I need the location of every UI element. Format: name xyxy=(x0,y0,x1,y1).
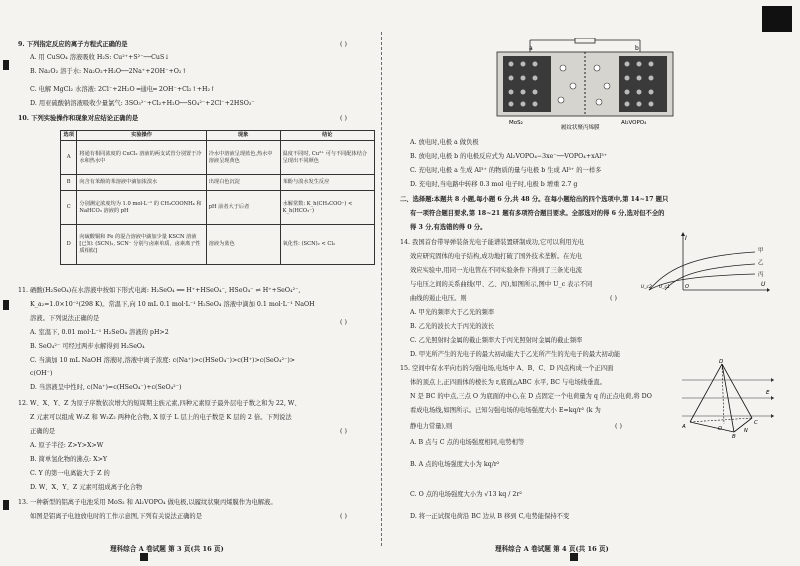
q12-option-c: C. Y 的第一电离能大于 Z 的 xyxy=(30,470,110,477)
q13-option-d: D. 充电时,当电路中转移 0.3 mol 电子时,电极 b 增重 2.7 g xyxy=(410,181,578,188)
vertex-c-label: C xyxy=(754,420,758,426)
q9-bracket: ( ) xyxy=(340,41,347,48)
col-header-phenomenon: 现象 xyxy=(206,131,280,141)
vertex-b-label: B xyxy=(732,434,736,438)
col-header-option: 选项 xyxy=(61,131,77,141)
q15-stem-line: 15. 空间中有水平向右的匀强电场,电场中 A、B、C、D 四点构成一个正四面 xyxy=(400,365,614,372)
q11-stem-line: K_a₂=1.0×10⁻²(298 K)。常温下,向 10 mL 0.1 mol·L⁻¹ H₂SeO₄ 溶液中滴加 0.1 mol·L⁻¹ NaOH xyxy=(30,301,315,308)
row-conclusion: 氧化性: (SCN)₂ < Cl₂ xyxy=(280,225,374,265)
q13-bracket: ( ) xyxy=(340,513,347,520)
q11-option-c-cont: c(OH⁻) xyxy=(30,370,53,377)
q13-stem-line: 如图是铝离子电池放电时的工作示意图,下列有关说法正确的是 xyxy=(30,513,203,520)
q15-bracket: ( ) xyxy=(615,423,622,430)
row-phenomenon: 出现白色沉淀 xyxy=(206,175,280,191)
q15-stem-line: N 是 BC 的中点,三点 O 为底面的中心,在 D 点固定一个电荷量为 q 的正点电荷,将 DO xyxy=(410,393,652,400)
q12-option-b: B. 简单氢化物的沸点: X>Y xyxy=(30,456,108,463)
vertex-d-label: D xyxy=(719,359,724,365)
col-header-operation: 实验操作 xyxy=(77,131,206,141)
q15-option-a: A. B 点与 C 点的电场强度相同,电势相等 xyxy=(410,439,525,446)
q12-stem-line: Z 元素可以组成 W₂Z 和 W₂Z₂ 两种化合物, X 原子 L 层上的电子数是 K 层的 2 倍。下列说法 xyxy=(30,414,292,421)
q9-option-d: D. 用亚硫酸钠溶液吸收少量氯气: 3SO₃²⁻+Cl₂+H₂O──SO₄²⁻+2Cl⁻+2HSO₃⁻ xyxy=(30,100,255,107)
q15-stem-line: 看成电场线,如图所示。已知匀强电场的电场强度大小 E=kq/r² (k 为 xyxy=(410,407,601,414)
q15-option-d: D. 将一正试探电荷沿 BC 边从 B 移到 C,电势能保持不变 xyxy=(410,513,570,520)
q13-option-b: B. 放电时,电极 b 的电极反应式为 Al₂VOPO₄−3xe⁻──VOPO₄+xAl³⁺ xyxy=(410,153,608,160)
section-two-instructions: 得 3 分,有选错的得 0 分。 xyxy=(410,224,487,231)
row-phenomenon: 溶液为蓝色 xyxy=(206,225,280,265)
q14-stem-line: 效应研究固体的电子结构,成功地打破了国外技术垄断。在光电 xyxy=(410,253,583,260)
tetrahedron-figure xyxy=(682,358,774,438)
row-label: B xyxy=(61,175,77,191)
q14-stem-line: 14. 我国首台带导弹装备光电子能谱装置研制成功,它可以利用光电 xyxy=(400,239,585,246)
photocurrent-graph xyxy=(635,232,770,294)
q13-option-a: A. 放电时,电极 a 做负极 xyxy=(410,139,479,146)
table-row xyxy=(61,225,375,265)
section-two-instructions: 二、选择题:本题共 8 小题,每小题 6 分,共 48 分。在每小题给出的四个选项中,第 14~17 题只 xyxy=(400,196,669,203)
q10-title: 10. 下列实验操作和现象对应结论正确的是 xyxy=(18,115,139,122)
row-conclusion: 温度不同时, Cu²⁺ 可与不同配体结合呈现出不同颜色 xyxy=(280,141,374,175)
y-axis-label: I xyxy=(685,235,687,242)
q14-stem-line: 效应实验中,用同一光电管在不同实验条件下得到了三条光电流 xyxy=(410,267,583,274)
membrane-caption: 履纹状聚丙烯膜 xyxy=(561,125,600,130)
q11-bracket: ( ) xyxy=(340,319,347,326)
origin-label: O xyxy=(685,284,689,290)
q13-stem-line: 13. 一种新型的铝离子电池采用 MoS₂ 和 Al₂VOPO₄ 做电极,以履纹状聚丙烯膜作为电解液。 xyxy=(18,499,277,506)
vertex-a-label: A xyxy=(682,424,686,430)
q11-stem-line: 11. 硒酸(H₂SeO₄)在水溶液中按如下形式电离: H₂SeO₄ ══ H⁺+HSeO₄⁻, HSeO₄⁻ ⇌ H⁺+SeO₄²⁻, xyxy=(18,287,301,294)
q15-option-c: C. O 点的电场强度大小为 √13 kq / 2r² xyxy=(410,491,522,498)
uc1-label: U_c1 xyxy=(659,285,670,290)
q11-option-b: B. SeO₄²⁻ 可经过两步水解得到 H₂SeO₄ xyxy=(30,343,145,350)
q9-option-c: C. 电解 MgCl₂ 水溶液: 2Cl⁻+2H₂O ═通电═ 2OH⁻+Cl₂↑+H₂↑ xyxy=(30,86,216,93)
q12-bracket: ( ) xyxy=(340,428,347,435)
curve-label-bing: 丙 xyxy=(758,272,764,278)
x-axis-label: U xyxy=(761,281,766,288)
row-label: D xyxy=(61,225,77,265)
table-header-row xyxy=(61,131,375,141)
label-a: a xyxy=(529,45,533,52)
uc2-label: U_c2 xyxy=(641,285,652,290)
row-conclusion: 苯酚与溴水发生反应 xyxy=(280,175,374,191)
q13-option-c: C. 充电时,电极 a 生成 Al³⁺ 的物质的量与电极 b 生成 Al³⁺ 的一样多 xyxy=(410,167,602,174)
electrode-left-label: MoS₂ xyxy=(509,120,523,126)
row-phenomenon: pH 前者大于后者 xyxy=(206,191,280,225)
row-operation: 将通有相同浓度的 CuCl₂ 溶液的两支试管分别置于冷水和热水中 xyxy=(77,141,206,175)
row-label: C xyxy=(61,191,77,225)
curve-label-yi: 乙 xyxy=(758,260,764,266)
label-b: b xyxy=(635,45,639,52)
q11-option-c: C. 当滴加 10 mL NaOH 溶液时,溶液中离子浓度: c(Na⁺)>c(HSeO₄⁻)>c(H⁺)>c(SeO₄²⁻)> xyxy=(30,357,296,364)
row-operation: 向硫酸铜和 Fe 的混合溶液中滴加少量 KSCN 溶液[已知: (SCN)₂, SCN⁻ 分别与卤素单质、卤素离子性质相似] xyxy=(77,225,206,265)
right-page-footer: 理科综合 A 卷试题 第 4 页(共 16 页) xyxy=(495,545,609,554)
row-conclusion: 水解常数: K_h(CH₃COO⁻) < K_h(HCO₃⁻) xyxy=(280,191,374,225)
q11-option-a: A. 室温下, 0.01 mol·L⁻¹ H₂SeO₄ 溶液的 pH>2 xyxy=(30,329,169,336)
q14-bracket: ( ) xyxy=(610,295,617,302)
q14-option-a: A. 甲光的频率大于乙光的频率 xyxy=(410,309,495,316)
q11-stem-line: 溶液。下列说法正确的是 xyxy=(30,315,100,322)
q11-option-d: D. 当溶液呈中性时, c(Na⁺)=c(HSeO₄⁻)+c(SeO₄²⁻) xyxy=(30,384,182,391)
q9-option-a: A. 用 CuSO₄ 溶液吸收 H₂S: Cu²⁺+S²⁻──CuS↓ xyxy=(30,54,170,61)
q14-option-d: D. 甲光所产生的光电子的最大初动能大于乙光所产生的光电子的最大初动能 xyxy=(410,351,621,358)
left-page-footer: 理科综合 A 卷试题 第 3 页(共 16 页) xyxy=(110,545,224,554)
q12-stem-line: 12. W、X、Y、Z 为原子序数依次增大的短周期主族元素,四种元素原子最外层电子数之和为 22, W、 xyxy=(18,400,301,407)
q14-option-c: C. 乙光照射时金属的截止频率大于丙光照射时金属的截止频率 xyxy=(410,337,583,344)
q9-option-b: B. Na₂O₂ 溶于水: Na₂O₂+H₂O──2Na⁺+2OH⁻+O₂↑ xyxy=(30,68,187,75)
table-row xyxy=(61,191,375,225)
q15-stem-line: 静电力常量),则 xyxy=(410,423,453,430)
q15-stem-line: 体的顶点上,正四面体的棱长为 r,底面△ABC 水平, BC 与电场线垂直。 xyxy=(410,379,606,386)
point-o-label: O xyxy=(718,426,722,432)
battery-diagram xyxy=(495,38,675,130)
row-label: A xyxy=(61,141,77,175)
q14-stem-line: 与电压之间的关系曲线(甲、乙、丙),如图所示,图中 U_c 表示不同 xyxy=(410,281,593,288)
row-phenomenon: 冷水中溶液呈现蓝色,热水中溶液呈现黄色 xyxy=(206,141,280,175)
q12-option-a: A. 原子半径: Z>Y>X>W xyxy=(30,442,104,449)
curve-label-jia: 甲 xyxy=(758,248,764,254)
q12-option-d: D. W、X、Y、Z 元素可组成离子化合物 xyxy=(30,484,143,491)
field-e-label: E xyxy=(766,390,770,396)
q14-stem-line: 曲线的遏止电压。则 xyxy=(410,295,467,302)
q12-stem-line: 正确的是 xyxy=(30,428,56,435)
electrode-right-label: Al₂VOPO₄ xyxy=(621,120,647,126)
row-operation: 向含有苯酚的苯溶液中滴加浓溴水 xyxy=(77,175,206,191)
q9-title: 9. 下列指定反应的离子方程式正确的是 xyxy=(18,41,128,48)
right-page xyxy=(400,0,800,566)
point-n-label: N xyxy=(744,428,748,434)
table-row xyxy=(61,175,375,191)
q14-option-b: B. 乙光的波长大于丙光的波长 xyxy=(410,323,495,330)
row-operation: 分别测定浓度均为 1.0 mol·L⁻¹ 的 CH₃COONH₄ 和 NaHCO₃ 溶液的 pH xyxy=(77,191,206,225)
table-row xyxy=(61,141,375,175)
section-two-instructions: 有一项符合题目要求,第 18~21 题有多项符合题目要求。全部选对的得 6 分,选对但不全的 xyxy=(410,210,665,217)
col-header-conclusion: 结论 xyxy=(280,131,374,141)
q15-option-b: B. A 点的电场强度大小为 kq/r² xyxy=(410,461,500,468)
q10-bracket: ( ) xyxy=(340,115,347,122)
experiment-table xyxy=(60,130,375,265)
